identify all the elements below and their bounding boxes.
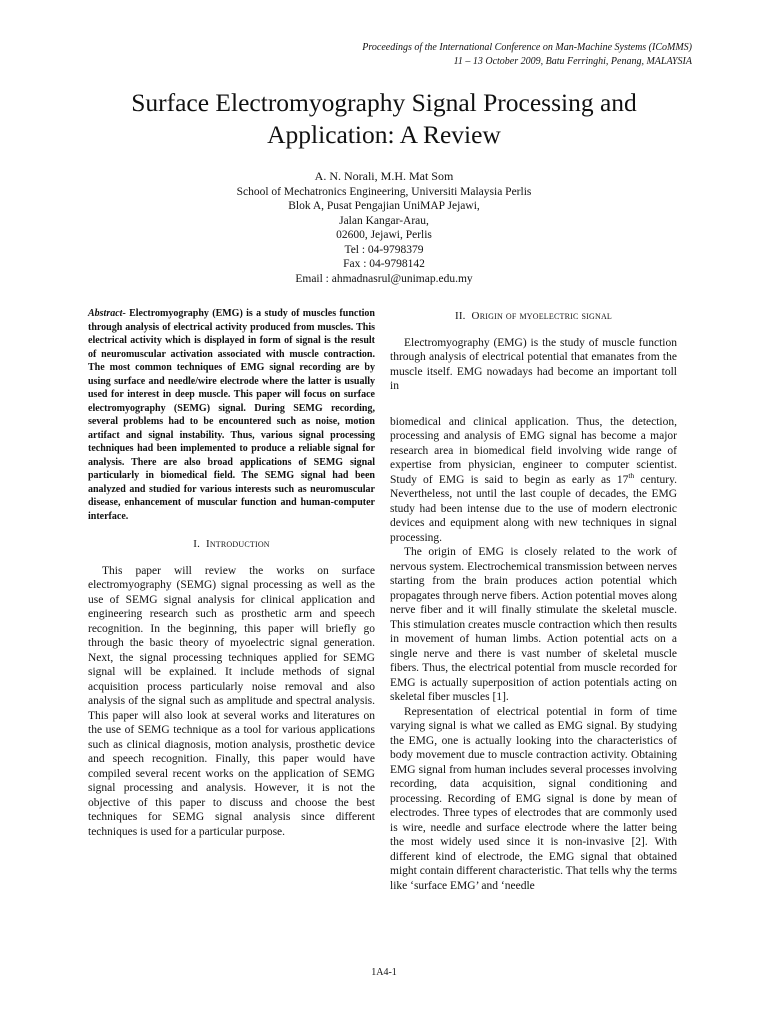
- section-title-rest: rigin of myoelectric signal: [479, 310, 613, 322]
- affiliation-email: Email : ahmadnasrul@unimap.edu.my: [295, 272, 473, 285]
- origin-paragraph-3: The origin of EMG is closely related to the work of nervous system. Electrochemical transmission between nerves starting from the brain produces action potential which propagates through nerve fibers. Action potential moves along nerve fiber and it will finally stimulate the skeletal muscle. This stimulation creates muscle contraction which then results in movement of human limbs. Action potential acts on a single nerve and there is vast number of skeletal muscle fibers. Thus, the electrical potential from muscle recorded for EMG is actually superposition of action potentials acting on skeletal fiber muscles [1].: [390, 546, 677, 703]
- origin-paragraph-2: [390, 415, 677, 546]
- page-footer: 1A4-1: [371, 967, 397, 978]
- section-title-rest: ntroduction: [209, 538, 270, 550]
- author-block: [60, 169, 708, 286]
- origin-paragraph-1: Electromyography (EMG) is the study of muscle function through analysis of electrical potential that emanates from the muscle itself. EMG nowadays had become an important toll in: [390, 336, 677, 392]
- origin-paragraph-2-text-cont: century. Nevertheless, not until the last couple of decades, the EMG study had been intense due to the use of modern electronic devices and equipment along with new techniques in signal processing.: [390, 473, 677, 544]
- header-conference: Proceedings of the International Conference on Man-Machine Systems (ICoMMS): [362, 42, 692, 53]
- abstract-text: Electromyography (EMG) is a study of muscles function through analysis of electrical activity produced from muscles. This electrical activity which is displayed in form of signal is the result of neuromuscular activation associated with muscle contraction. The most common techniques of EMG signal recording are by using surface and needle/wire electrode where the latter is usually used for interest in deep muscle. This paper will focus on surface electromyography (SEMG) signal. During SEMG recording, several problems had to be encountered such as noise, motion artifact and signal instability. Thus, various signal processing techniques had been implemented to produce a reliable signal for analysis. There are also broad applications of SEMG signal particularly in biomedical field. The SEMG signal had been analyzed and studied for various interests such as neuromuscular disease, enhancement of muscular function and human-computer interface.: [88, 308, 375, 522]
- header-dates: 11 – 13 October 2009, Batu Ferringhi, Penang, MALAYSIA: [453, 56, 692, 67]
- paper-title: [60, 87, 708, 151]
- affiliation-block: Blok A, Pusat Pengajian UniMAP Jejawi,: [288, 200, 480, 212]
- section-first-letter: I: [205, 538, 210, 550]
- origin-paragraph-4: Representation of electrical potential in form of time varying signal is what we called as EMG signal. By studying the EMG, one is actually looking into the characteristics of body movement due to muscle contraction activity. Obtaining EMG signal from human includes several processes involving recording, data acquisition, signal conditioning and processing. Recording of EMG signal is done by mean of electrodes. Three types of electrodes that are commonly used is wire, needle and surface electrode where the latter being the most widely used since it is non-invasive [2]. With different kind of electrode, the EMG signal that obtained might contain different characteristic. That tells why the terms like ‘surface EMG’ and ‘needle: [390, 705, 677, 892]
- left-column: [88, 307, 375, 839]
- affiliation-fax: Fax : 04-9798142: [343, 258, 425, 270]
- superscript-th: th: [628, 470, 635, 480]
- section-first-letter: O: [471, 310, 480, 322]
- section-number: I.: [193, 538, 201, 550]
- intro-paragraph: This paper will review the works on surface electromyography (SEMG) signal processing as well as the use of SEMG signal analysis for clinical application and engineering research such as prosthetic arm and speech recognition. In the beginning, this paper will briefly go through the basic theory of myoelectric signal generation. Next, the signal processing techniques applied for SEMG signal will be explained. It include methods of signal acquisition process particularly noise removal and also analysis of the signal such as amplitude and spectral analysis. This paper will also look at several works and literatures on the use of SEMG technique as a tool for various applications such as clinical diagnosis, motion analysis, prosthetic device and speech recognition. Finally, this paper would have compiled several recent works on the application of SEMG signal processing and analysis. However, it is not the objective of this paper to discuss and choose the best techniques for SEMG signal analysis since different techniques is used for a particular purpose.: [88, 564, 375, 838]
- affiliation-school: School of Mechatronics Engineering, Universiti Malaysia Perlis: [236, 185, 532, 198]
- section-heading-origin: [390, 309, 677, 324]
- affiliation-tel: Tel : 04-9798379: [344, 243, 424, 256]
- section-heading-introduction: [88, 537, 375, 552]
- proceedings-header: [92, 41, 692, 69]
- affiliation-postcode: 02600, Jejawi, Perlis: [336, 229, 432, 241]
- abstract: [88, 307, 375, 523]
- section-number: II.: [454, 310, 466, 322]
- title-line-1: Surface Electromyography Signal Processing and: [131, 88, 637, 117]
- origin-paragraph-2-text: biomedical and clinical application. Thus, the detection, processing and analysis of EMG signal has become a major research area in biomedical field involving wide range of expertise from physician, engineer to computer scientist. Study of EMG is said to begin as early as 17: [390, 415, 677, 486]
- title-line-2: Application: A Review: [267, 120, 501, 149]
- abstract-label: Abstract-: [88, 308, 126, 319]
- author-names: A. N. Norali, M.H. Mat Som: [314, 169, 454, 183]
- affiliation-street: Jalan Kangar-Arau,: [339, 214, 429, 227]
- right-column: [390, 307, 677, 893]
